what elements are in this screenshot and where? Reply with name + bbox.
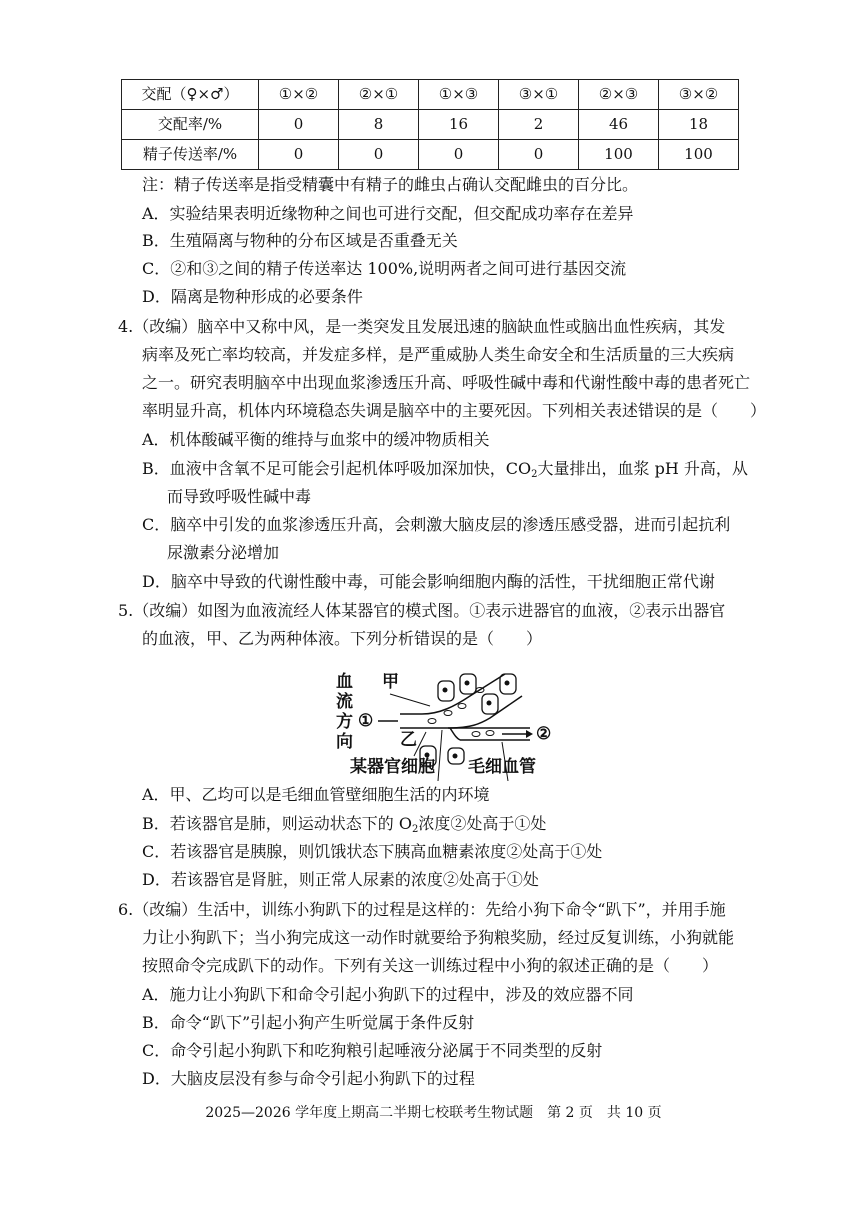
q4-option-b: B．血液中含氧不足可能会引起机体呼吸加深加快，$CO_2$大量排出，血浆 pH 升高，从: [142, 459, 748, 480]
table-header-row: [122, 80, 739, 110]
q3-option-a: A．实验结果表明近缘物种之间也可进行交配，但交配成功率存在差异: [142, 204, 634, 223]
table-header-cell: ①×②: [259, 80, 339, 110]
q5-option-d: D．若该器官是肾脏，则正常人尿素的浓度②处高于①处: [142, 870, 539, 889]
q5-option-a: A．甲、乙均可以是毛细血管壁细胞生活的内环境: [142, 785, 490, 804]
q4-option-b-cont: 而导致呼吸性碱中毒: [167, 487, 312, 506]
q4-stem-line: 4.（改编）脑卒中又称中风，是一类突发且发展迅速的脑缺血性或脑出血性疾病，其发: [118, 317, 726, 336]
table-row: [122, 110, 739, 140]
table-row: [122, 140, 739, 170]
blood-flow-diagram: [330, 666, 560, 781]
q6-stem-line: 6.（改编）生活中，训练小狗趴下的过程是这样的：先给小狗下命令“趴下”，并用手施: [118, 900, 726, 919]
table-header-cell: ①×③: [419, 80, 499, 110]
q4-option-c: C．脑卒中引发的血浆渗透压升高，会刺激大脑皮层的渗透压感受器，进而引起抗利: [142, 515, 731, 534]
table-header-cell: ②×③: [579, 80, 659, 110]
outflow-label: ②: [536, 724, 552, 744]
q6-option-c: C．命令引起小狗趴下和吃狗粮引起唾液分泌属于不同类型的反射: [142, 1041, 603, 1060]
table-cell: 0: [499, 140, 579, 170]
q6-option-a: A．施力让小狗趴下和命令引起小狗趴下的过程中，涉及的效应器不同: [142, 985, 634, 1004]
q4-stem-line: 病率及死亡率均较高，并发症多样，是严重威胁人类生命安全和生活质量的三大疾病: [142, 345, 735, 364]
table-cell: 0: [259, 140, 339, 170]
q4-option-d: D．脑卒中导致的代谢性酸中毒，可能会影响细胞内酶的活性，干扰细胞正常代谢: [142, 572, 715, 591]
fluid-yi-label: 乙: [400, 730, 417, 750]
q6-stem-line: 按照命令完成趴下的动作。下列有关这一训练过程中小狗的叙述正确的是（ ）: [142, 956, 719, 975]
q6-option-b: B．命令“趴下”引起小狗产生听觉属于条件反射: [142, 1013, 475, 1032]
fluid-jia-label: 甲: [382, 672, 399, 692]
organ-cell-label: 某器官细胞: [350, 757, 435, 777]
flow-direction-label-char: 血: [336, 672, 353, 692]
flow-direction-label-char: 流: [336, 692, 353, 712]
table-cell: 8: [339, 110, 419, 140]
table-cell: 46: [579, 110, 659, 140]
mating-table: [121, 79, 739, 170]
table-cell: 16: [419, 110, 499, 140]
table-cell: 交配率/%: [122, 110, 259, 140]
q4-stem-line: 率明显升高，机体内环境稳态失调是脑卒中的主要死因。下列相关表述错误的是（ ）: [142, 401, 767, 420]
q6-stem-line: 力让小狗趴下；当小狗完成这一动作时就要给予狗粮奖励，经过反复训练，小狗就能: [142, 928, 735, 947]
q6-option-d: D．大脑皮层没有参与命令引起小狗趴下的过程: [142, 1069, 475, 1088]
table-cell: 100: [659, 140, 739, 170]
q5-option-b: B．若该器官是肺，则运动状态下的 $O_2$浓度②处高于①处: [142, 814, 547, 835]
table-header-cell: ③×②: [659, 80, 739, 110]
table-cell: 0: [259, 110, 339, 140]
q5-stem-line: 5.（改编）如图为血液流经人体某器官的模式图。①表示进器官的血液，②表示出器官: [118, 601, 726, 620]
table-cell: 0: [419, 140, 499, 170]
flow-direction-label-char: 向: [336, 732, 353, 752]
table-cell: 2: [499, 110, 579, 140]
table-header-cell: ③×①: [499, 80, 579, 110]
q5-stem-line: 的血液，甲、乙为两种体液。下列分析错误的是（ ）: [142, 629, 543, 648]
table-cell: 精子传送率/%: [122, 140, 259, 170]
table-header-cell: 交配（♀×♂）: [122, 80, 259, 110]
q4-stem-line: 之一。研究表明脑卒中出现血浆渗透压升高、呼吸性碱中毒和代谢性酸中毒的患者死亡: [142, 373, 751, 392]
table-note: 注：精子传送率是指受精囊中有精子的雌虫占确认交配雌虫的百分比。: [142, 175, 639, 194]
capillary-label: 毛细血管: [468, 757, 536, 777]
inflow-label: ①: [358, 711, 374, 731]
table-header-cell: ②×①: [339, 80, 419, 110]
q3-option-c: C．②和③之间的精子传送率达 100%,说明两者之间可进行基因交流: [142, 259, 627, 278]
q5-option-c: C．若该器官是胰腺，则饥饿状态下胰高血糖素浓度②处高于①处: [142, 842, 603, 861]
table-cell: 18: [659, 110, 739, 140]
table-cell: 0: [339, 140, 419, 170]
flow-direction-label-char: 方: [336, 712, 353, 732]
q4-option-c-cont: 尿激素分泌增加: [167, 543, 280, 562]
q4-option-a: A．机体酸碱平衡的维持与血浆中的缓冲物质相关: [142, 430, 490, 449]
table-cell: 100: [579, 140, 659, 170]
q3-option-d: D．隔离是物种形成的必要条件: [142, 287, 363, 306]
page-footer: 2025—2026 学年度上期高二半期七校联考生物试题 第 2 页 共 10 页: [205, 1105, 662, 1121]
q3-option-b: B．生殖隔离与物种的分布区域是否重叠无关: [142, 231, 458, 250]
